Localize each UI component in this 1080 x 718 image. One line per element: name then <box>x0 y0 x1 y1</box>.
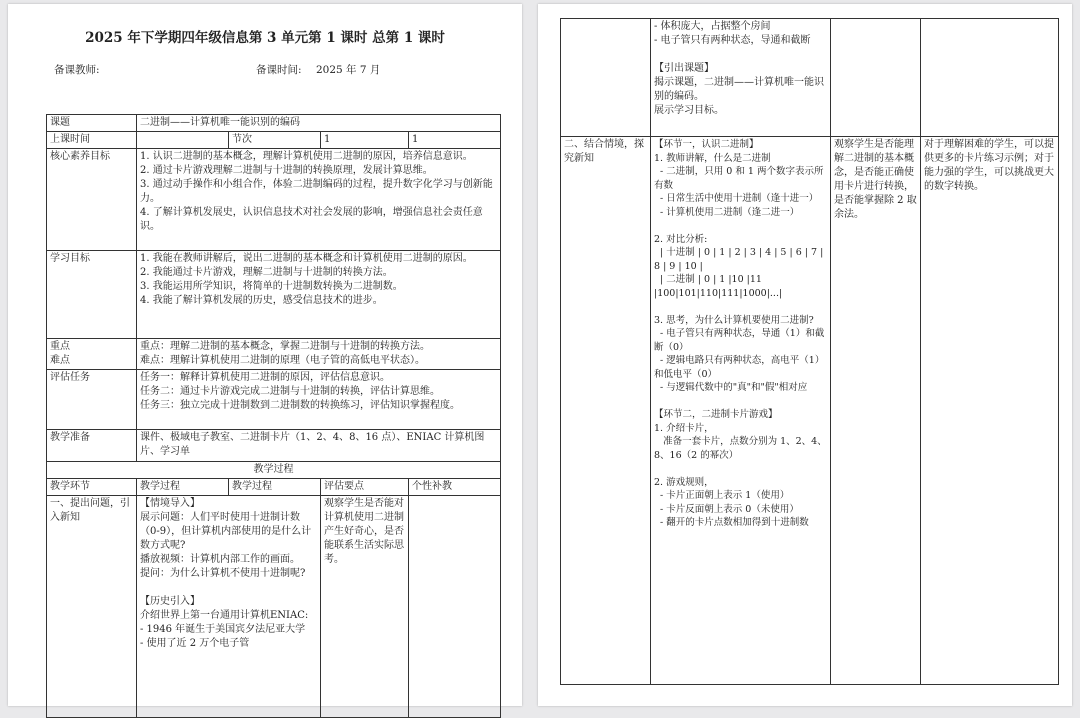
topic-label: 课题 <box>47 115 137 132</box>
class-time-value <box>137 132 229 149</box>
r1-process: 【环节一，认识二进制】 1. 教师讲解，什么是二进制 - 二进制，只用 0 和 1 两个数字表示所有数 - 日常生活中使用十进制（逢十进一） - 计算机使用二进制（逢二进一） 2. 对比分析: | 十进制 | 0 | 1 | 2 | 3 | 4 | 5 | 6 | 7 | 8 | 9 | 10 | | 二进制 | 0 | 1 |10 |11 |100|101|110|111|1000|...| 3. 思考，为什么计算机要使用二进制? - 电子管只有两种状态，导通（1）和截断（0） - 逻辑电路只有两种状态，高电平（1）和低电平（0） - 与逻辑代数中的"真"和"假"相对应 【环节二，二进制卡片游戏】 1. 介绍卡片， 准备一套卡片，点数分别为 1、2、4、8、16（2 的幂次） 2. 游戏规则， - 卡片正面朝上表示 1（使用） - 卡片反面朝上表示 0（未使用） - 翻开的卡片点数相加得到十进制数 <box>651 137 831 685</box>
period-label: 节次 <box>229 132 321 149</box>
r0-process: - 体积庞大，占据整个房间 - 电子管只有两种状态，导通和截断 【引出课题】 揭示课题，二进制——计算机唯一能识别的编码。 展示学习目标。 <box>651 19 831 137</box>
col-link: 教学环节 <box>47 479 137 496</box>
col-process-1: 教学过程 <box>137 479 229 496</box>
prep-label: 教学准备 <box>47 430 137 462</box>
learn-label: 学习目标 <box>47 251 137 339</box>
process-header: 教学过程 <box>47 462 501 479</box>
row1-process: 【情境导入】 展示问题：人们平时使用十进制计数（0-9），但计算机内部使用的是什么计数方式呢? 播放视频：计算机内部工作的画面。 提问：为什么计算机不使用十进制呢? 【历史引入】 介绍世界上第一台通用计算机ENIAC: - 1946 年诞生于美国宾夕法尼亚大学 - 使用了近 2 万个电子管 <box>137 496 321 718</box>
lesson-plan-table <box>46 114 501 718</box>
doc-title: 2025 年下学期四年级信息第 3 单元第 1 课时 总第 1 课时 <box>85 30 445 46</box>
period-value-1: 1 <box>321 132 409 149</box>
row1-personal <box>409 496 501 718</box>
row1-link: 一、提出问题，引入新知 <box>47 496 137 718</box>
r1-personal: 对于理解困难的学生，可以提供更多的卡片练习示例；对于能力强的学生，可以挑战更大的数字转换。 <box>921 137 1059 685</box>
eval-text: 任务一：解释计算机使用二进制的原因，评估信息意识。 任务二：通过卡片游戏完成二进制与十进制的转换，评估计算思维。 任务三：独立完成十进制数到二进制数的转换练习，评估知识掌握程度。 <box>137 370 501 430</box>
col-personal: 个性补教 <box>409 479 501 496</box>
row1-eval: 观察学生是否能对计算机使用二进制产生好奇心，是否能联系生活实际思考。 <box>321 496 409 718</box>
left-page <box>8 4 522 706</box>
core-label: 核心素养目标 <box>47 149 137 251</box>
r1-eval: 观察学生是否能理解二进制的基本概念，是否能正确使用卡片进行转换，是否能掌握除 2 取余法。 <box>831 137 921 685</box>
prep-text: 课件、极域电子教室、二进制卡片（1、2、4、8、16 点）、ENIAC 计算机图片、学习单 <box>137 430 501 462</box>
topic-value: 二进制——计算机唯一能识别的编码 <box>137 115 501 132</box>
r0-personal <box>921 19 1059 137</box>
eval-label: 评估任务 <box>47 370 137 430</box>
class-time-label: 上课时间 <box>47 132 137 149</box>
col-eval: 评估要点 <box>321 479 409 496</box>
teacher-label: 备课教师: <box>54 64 100 76</box>
time-label: 备课时间: <box>256 64 302 76</box>
lesson-process-table <box>560 18 1059 685</box>
period-value-2: 1 <box>409 132 501 149</box>
r0-link <box>561 19 651 137</box>
right-page <box>538 4 1072 706</box>
r0-eval <box>831 19 921 137</box>
col-process-2: 教学过程 <box>229 479 321 496</box>
core-text: 1. 认识二进制的基本概念，理解计算机使用二进制的原因，培养信息意识。 2. 通过卡片游戏理解二进制与十进制的转换原理，发展计算思维。 3. 通过动手操作和小组合作，体验二进制编码的过程，提升数字化学习与创新能力。 4. 了解计算机发展史，认识信息技术对社会发展的影响，增强信息社会责任意识。 <box>137 149 501 251</box>
diff-text: 难点：理解计算机使用二进制的原理（电子管的高低电平状态）。 <box>140 355 425 366</box>
r1-link: 二、结合情境，探究新知 <box>561 137 651 685</box>
key-label: 重点 <box>50 341 70 352</box>
key-text: 重点：理解二进制的基本概念，掌握二进制与十进制的转换方法。 <box>140 341 430 352</box>
learn-text: 1. 我能在教师讲解后，说出二进制的基本概念和计算机使用二进制的原因。 2. 我能通过卡片游戏，理解二进制与十进制的转换方法。 3. 我能运用所学知识，将简单的十进制数转换为二进制数。 4. 我能了解计算机发展的历史，感受信息技术的进步。 <box>137 251 501 339</box>
diff-label: 难点 <box>50 355 70 366</box>
time-value: 2025 年 7 月 <box>316 64 381 76</box>
